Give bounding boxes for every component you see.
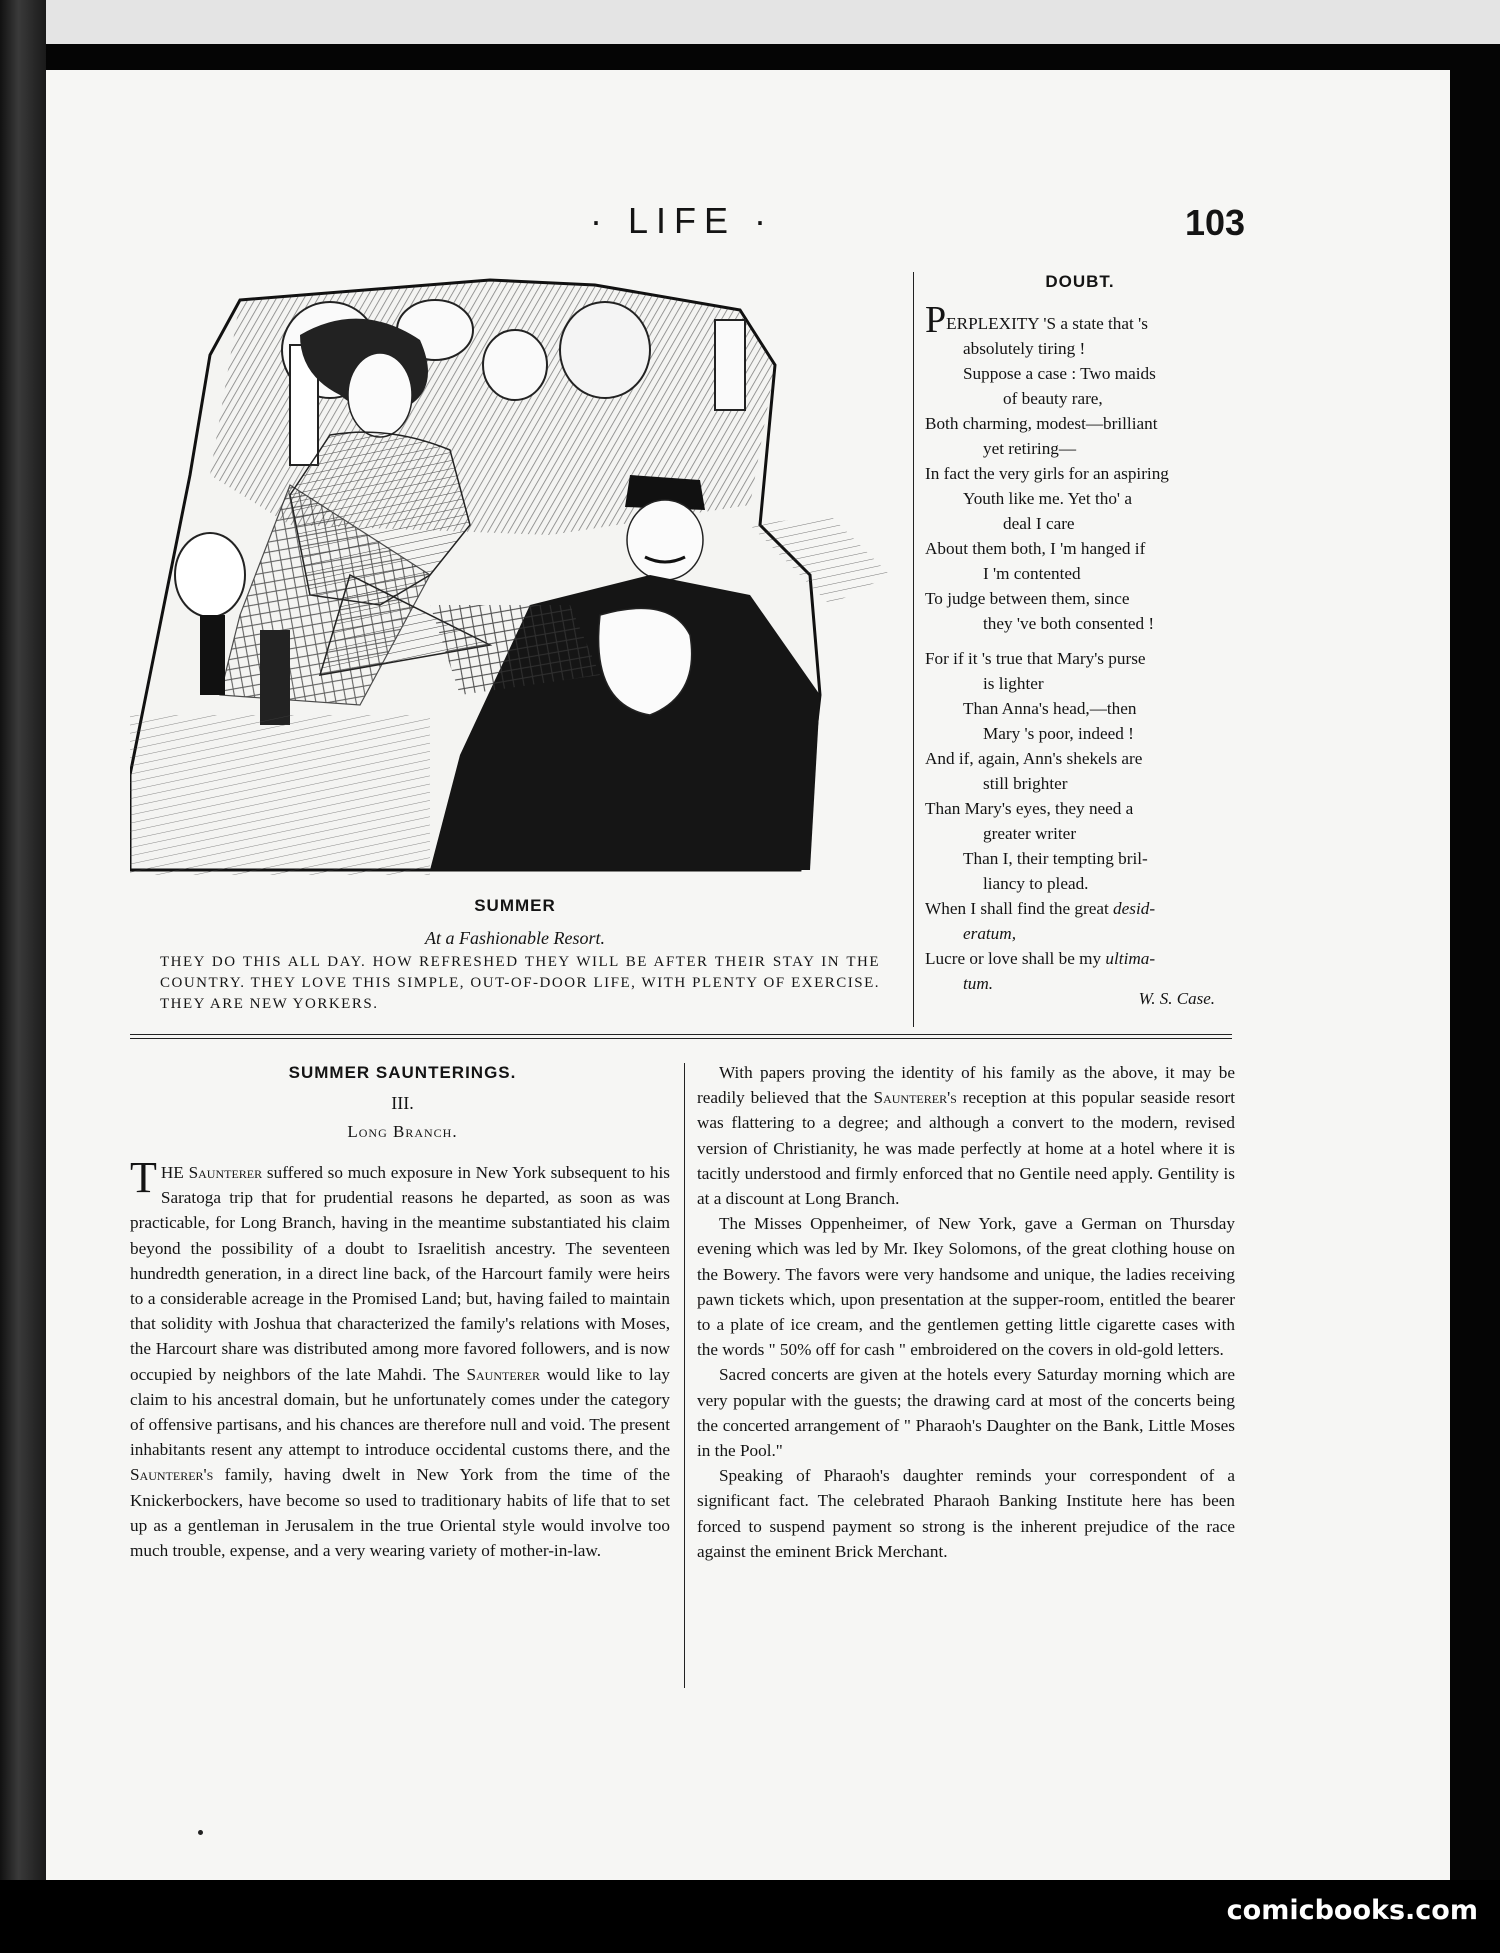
poem-line: is lighter xyxy=(983,674,1044,693)
article-paragraph: Sacred concerts are given at the hotels every Saturday morning which are very popular with the guests; the drawing card at most of the concerts being the concerted arrangement of " Pharaoh's Daughter on the Bank, Little Moses in the Pool." xyxy=(697,1365,1235,1461)
scan-left-strip xyxy=(0,0,46,1953)
poem-line: When I shall find the great desid- xyxy=(925,899,1156,918)
poem-line: And if, again, Ann's shekels are xyxy=(925,749,1143,768)
poem-line: yet retiring— xyxy=(983,439,1077,458)
article-title: SUMMER SAUNTERINGS. xyxy=(288,1063,517,1082)
drop-cap: P xyxy=(925,299,947,341)
poem-title: DOUBT. xyxy=(1045,272,1115,291)
poem-line: Than Mary's eyes, they need a xyxy=(925,799,1134,818)
poem-line: Than I, their tempting bril- xyxy=(963,849,1148,868)
poem-line: greater writer xyxy=(983,824,1077,843)
poem-line: of beauty rare, xyxy=(1003,389,1103,408)
summer-illustration xyxy=(130,275,900,875)
poem-line: Mary 's poor, indeed ! xyxy=(983,724,1134,743)
section-divider xyxy=(130,1034,1232,1039)
poem-line: absolutely tiring ! xyxy=(963,339,1086,358)
column-rule-bottom xyxy=(684,1063,685,1688)
illustration-title: SUMMER xyxy=(474,896,556,915)
scan-right-edge xyxy=(1450,70,1500,1953)
page-number: 103 xyxy=(1185,202,1246,243)
poem-line: liancy to plead. xyxy=(983,874,1089,893)
poem-line: tum. xyxy=(963,974,994,993)
print-speck xyxy=(198,1830,203,1835)
drop-cap: T xyxy=(130,1153,157,1202)
poem-line: Youth like me. Yet tho' a xyxy=(963,489,1132,508)
poem-line: To judge between them, since xyxy=(925,589,1130,608)
poem-author: W. S. Case. xyxy=(1138,989,1215,1008)
article-part: III. xyxy=(391,1093,414,1113)
illustration-subtitle: At a Fashionable Resort. xyxy=(425,928,605,948)
article-column-right xyxy=(697,1060,1235,1564)
poem-line: Than Anna's head,—then xyxy=(963,699,1137,718)
magazine-title: · LIFE · xyxy=(590,200,775,241)
poem-line: eratum, xyxy=(963,924,1016,943)
poem-line: they 've both consented ! xyxy=(983,614,1155,633)
poem-line: Lucre or love shall be my ultima- xyxy=(925,949,1156,968)
poem-line: Both charming, modest—brilliant xyxy=(925,414,1158,433)
poem-line: In fact the very girls for an aspiring xyxy=(925,464,1169,483)
illustration-caption: THEY DO THIS ALL DAY. HOW REFRESHED THEY WILL BE AFTER THEIR STAY IN THE COUNTRY. THEY LOVE THIS SIMPLE, OUT-OF-DOOR LIFE, WITH PLENTY OF EXERCISE. THEY ARE NEW YORKERS. xyxy=(160,954,880,1012)
scan-top-sliver xyxy=(0,0,1500,44)
poem-line: For if it 's true that Mary's purse xyxy=(925,649,1146,668)
article-paragraph: The Misses Oppenheimer, of New York, gave a German on Thursday evening which was led by Mr. Ikey Solomons, of the great clothing house on the Bowery. The favors were very handsome and unique, the ladies receiving pawn tickets which, upon presentation at the supper-room, entitled the bearer to a plate of ice cream, and the gentlemen getting little cigarette cases with the words " 50% off for cash " embroidered on the covers in old-gold letters. xyxy=(697,1214,1235,1360)
poem-line: deal I care xyxy=(1003,514,1075,533)
article-column-left: THE Saunterer suffered so much exposure in New York subsequent to his Saratoga trip that for prudential reasons he departed, as soon as was practicable, for Long Branch, having in the meantime substantiated his claim beyond the possibility of a doubt to Israelitish ancestry. The seventeen hundredth generation, in a direct line back, of the Harcourt family were heirs to a considerable acreage in the Promised Land; but, having failed to maintain that solidity with Joshua that characterized the family's relations with Moses, the Harcourt share was distributed among more favored followers, and is now occupied by neighbors of the late Mahdi. The Saunterer would like to lay claim to his ancestral domain, but he unfortunately comes under the category of offensive partisans, and his chances are therefore null and void. The present inhabitants resent any attempt to introduce occidental customs there, and the Saunterer's family, having dwelt in New York from the time of the Knickerbockers, have become so used to traditionary habits of life that to set up as a gentleman in Jerusalem in the true Oriental style would involve too much trouble, expense, and a very wearing variety of mother-in-law. xyxy=(130,1153,670,1561)
poem-line: still brighter xyxy=(983,774,1068,793)
poem-line: I 'm contented xyxy=(983,564,1081,583)
column-rule-top xyxy=(913,272,914,1027)
scan-top-band xyxy=(0,44,1500,70)
article-paragraph: With papers proving the identity of his family as the above, it may be readily believed that the Saunterer's reception at this popular seaside resort was flattering to a degree; and although a convert to the modern, revised version of Christianity, he was made perfectly at home at a hotel where it is tacitly understood and firmly enforced that no Gentile need apply. Gentility is at a discount at Long Branch. xyxy=(697,1063,1235,1209)
article-paragraph: Speaking of Pharaoh's daughter reminds your correspondent of a significant fact. The celebrated Pharaoh Banking Institute here has been forced to suspend payment so strong is the inherent prejudice of the race against the eminent Brick Merchant. xyxy=(697,1466,1235,1561)
poem-line: About them both, I 'm hanged if xyxy=(925,539,1146,558)
poem-line: Suppose a case : Two maids xyxy=(963,364,1156,383)
poem-line: PERPLEXITY 'S a state that 's xyxy=(925,299,1148,341)
watermark: comicbooks.com xyxy=(1226,1895,1478,1926)
poem-doubt xyxy=(925,299,1237,996)
article-subtitle: Long Branch. xyxy=(347,1122,458,1141)
